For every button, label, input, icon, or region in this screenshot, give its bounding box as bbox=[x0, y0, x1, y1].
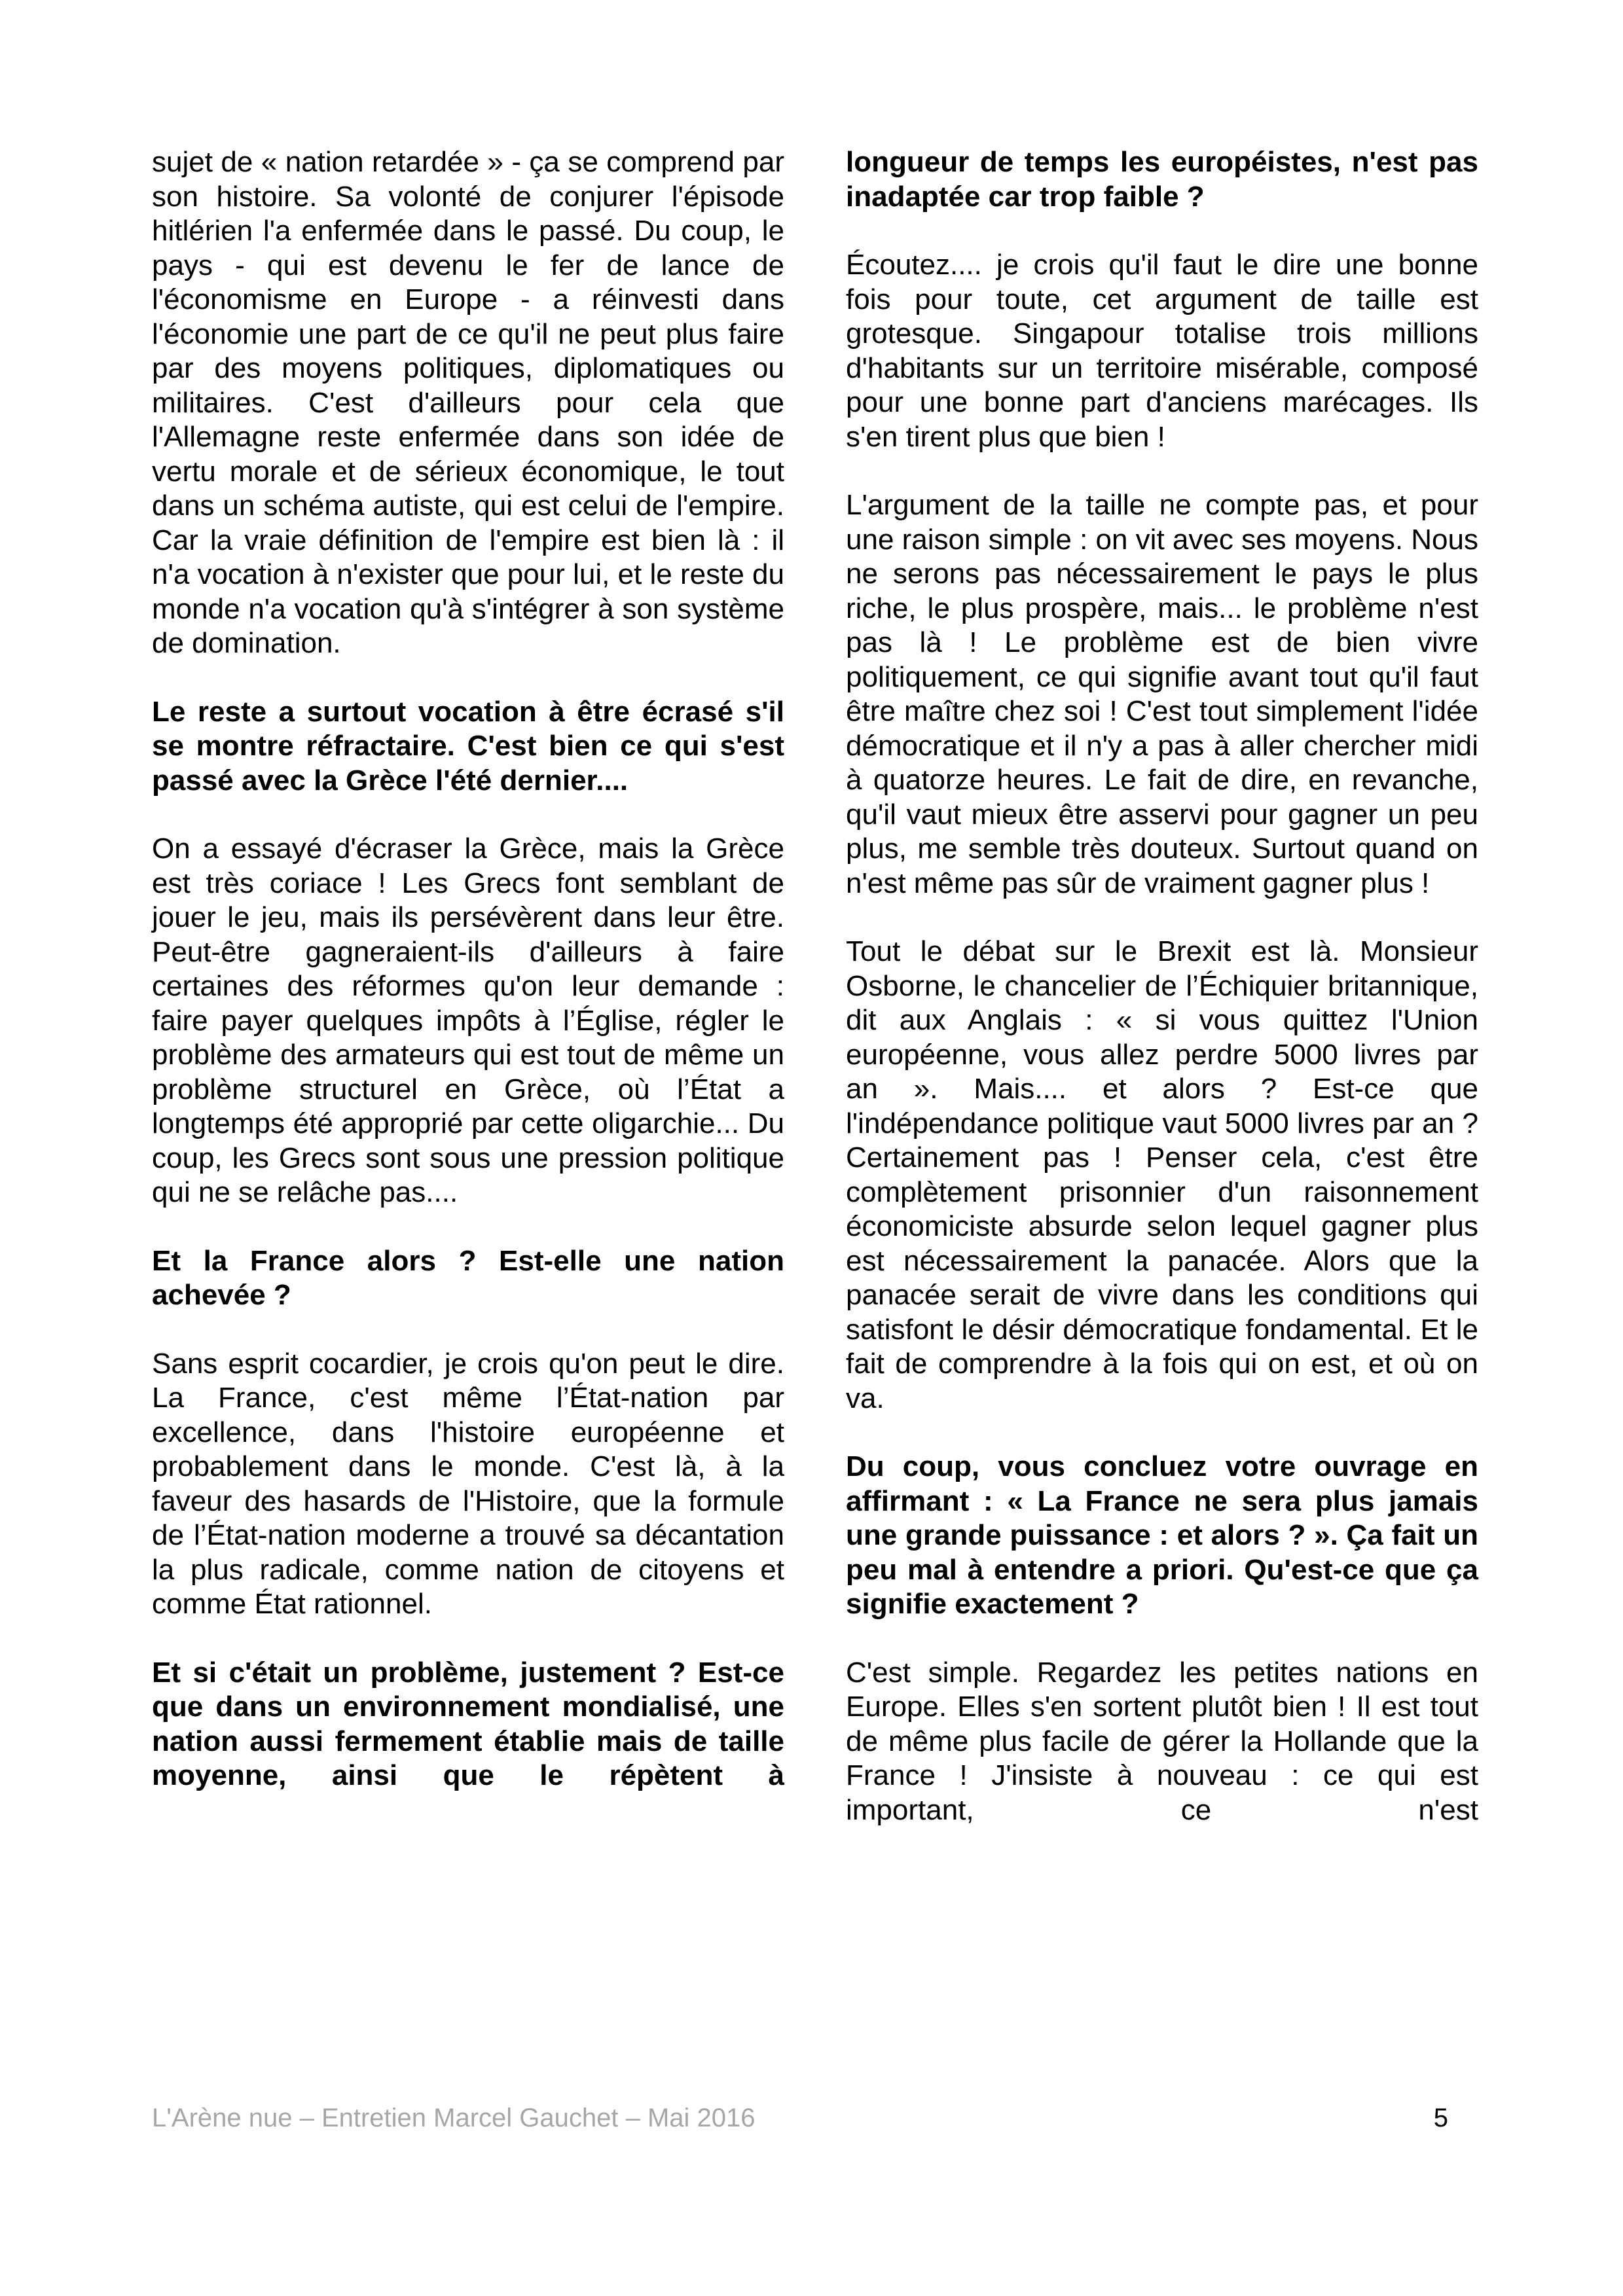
question-paragraph: Et la France alors ? Est-elle une nation achevée ? bbox=[152, 1244, 784, 1311]
answer-paragraph: L'argument de la taille ne compte pas, et pour une raison simple : on vit avec ses moyens. Nous ne serons pas nécessairement le pays le plus riche, le plus prospère, mais... le problème n'est pas là ! Le problème est de bien vivre politiquement, ce qui signifie avant tout qu'il faut être maître chez soi ! C'est tout simplement l'idée démocratique et il n'y a pas à aller chercher midi à quatorze heures. Le fait de dire, en revanche, qu'il vaut mieux être asservi pour gagner un peu plus, me semble très douteux. Surtout quand on n'est même pas sûr de vraiment gagner plus ! bbox=[846, 489, 1479, 899]
footer bbox=[152, 2102, 1478, 2134]
answer-paragraph: On a essayé d'écraser la Grèce, mais la Grèce est très coriace ! Les Grecs font semblant de jouer le jeu, mais ils persévèrent dans leur être. Peut-être gagneraient-ils d'ailleurs à faire certaines des réformes qu'on leur demande : faire payer quelques impôts à l’Église, régler le problème des armateurs qui est tout de même un problème structurel en Grèce, où l’État a longtemps été approprié par cette oligarchie... Du coup, les Grecs sont sous une pression politique qui ne se relâche pas.... bbox=[152, 833, 784, 1208]
answer-paragraph: Sans esprit cocardier, je crois qu'on peut le dire. La France, c'est même l’État-nation par excellence, dans l'histoire européenne et probablement dans le monde. C'est là, à la faveur des hasards de l'Histoire, que la formule de l’État-nation moderne a trouvé sa décantation la plus radicale, comme nation de citoyens et comme État rationnel. bbox=[152, 1347, 784, 1620]
right-column bbox=[846, 145, 1478, 1861]
question-paragraph: Et si c'était un problème, justement ? Est-ce que dans un environnement mondialisé, une nation aussi fermement établie mais de taille moyenne, ainsi que le répètent à bbox=[152, 1656, 784, 1791]
answer-paragraph: C'est simple. Regardez les petites nations en Europe. Elles s'en sortent plutôt bien ! Il est tout de même plus facile de gérer la Hollande que la France ! J'insiste à nouveau : ce qui est important, ce n'est bbox=[846, 1656, 1478, 1826]
answer-paragraph: Tout le débat sur le Brexit est là. Monsieur Osborne, le chancelier de l’Échiquier britannique, dit aux Anglais : « si vous quittez l'Union européenne, vous allez perdre 5000 livres par an ». Mais.... et alors ? Est-ce que l'indépendance politique vaut 5000 livres par an ? Certainement pas ! Penser cela, c'est être complètement prisonnier d'un raisonnement économiciste absurde selon lequel gagner plus est nécessairement la panacée. Alors que la panacée serait de vivre dans les conditions qui satisfont le désir démocratique fondamental. Et le fait de comprendre à la fois qui on est, et où on va. bbox=[846, 935, 1478, 1414]
page-number: 5 bbox=[1433, 2104, 1448, 2132]
left-column bbox=[152, 145, 784, 1861]
question-paragraph: Du coup, vous concluez votre ouvrage en affirmant : « La France ne sera plus jamais une grande puissance : et alors ? ». Ça fait un peu mal à entendre a priori. Qu'est-ce que ça signifie exactement ? bbox=[846, 1450, 1478, 1620]
answer-paragraph: sujet de « nation retardée » - ça se comprend par son histoire. Sa volonté de conjurer l'épisode hitlérien l'a enfermée dans le passé. Du coup, le pays - qui est devenu le fer de lance de l'économisme en Europe - a réinvesti dans l'économie une part de ce qu'il ne peut plus faire par des moyens politiques, diplomatiques ou militaires. C'est d'ailleurs pour cela que l'Allemagne reste enfermée dans son idée de vertu morale et de sérieux économique, le tout dans un schéma autiste, qui est celui de l'empire. Car la vraie définition de l'empire est bien là : il n'a vocation à n'exister que pour lui, et le reste du monde n'a vocation qu'à s'intégrer à son système de domination. bbox=[152, 146, 784, 659]
question-paragraph: longueur de temps les européistes, n'est pas inadaptée car trop faible ? bbox=[846, 146, 1478, 213]
text-columns bbox=[152, 145, 1478, 1861]
footer-text: L'Arène nue – Entretien Marcel Gauchet – Mai 2016 bbox=[152, 2104, 756, 2132]
answer-paragraph: Écoutez.... je crois qu'il faut le dire une bonne fois pour toute, cet argument de taille est grotesque. Singapour totalise trois millions d'habitants sur un territoire misérable, composé pour une bonne part d'anciens marécages. Ils s'en tirent plus que bien ! bbox=[846, 249, 1478, 453]
question-paragraph: Le reste a surtout vocation à être écrasé s'il se montre réfractaire. C'est bien ce qui s'est passé avec la Grèce l'été dernier.... bbox=[152, 695, 784, 797]
